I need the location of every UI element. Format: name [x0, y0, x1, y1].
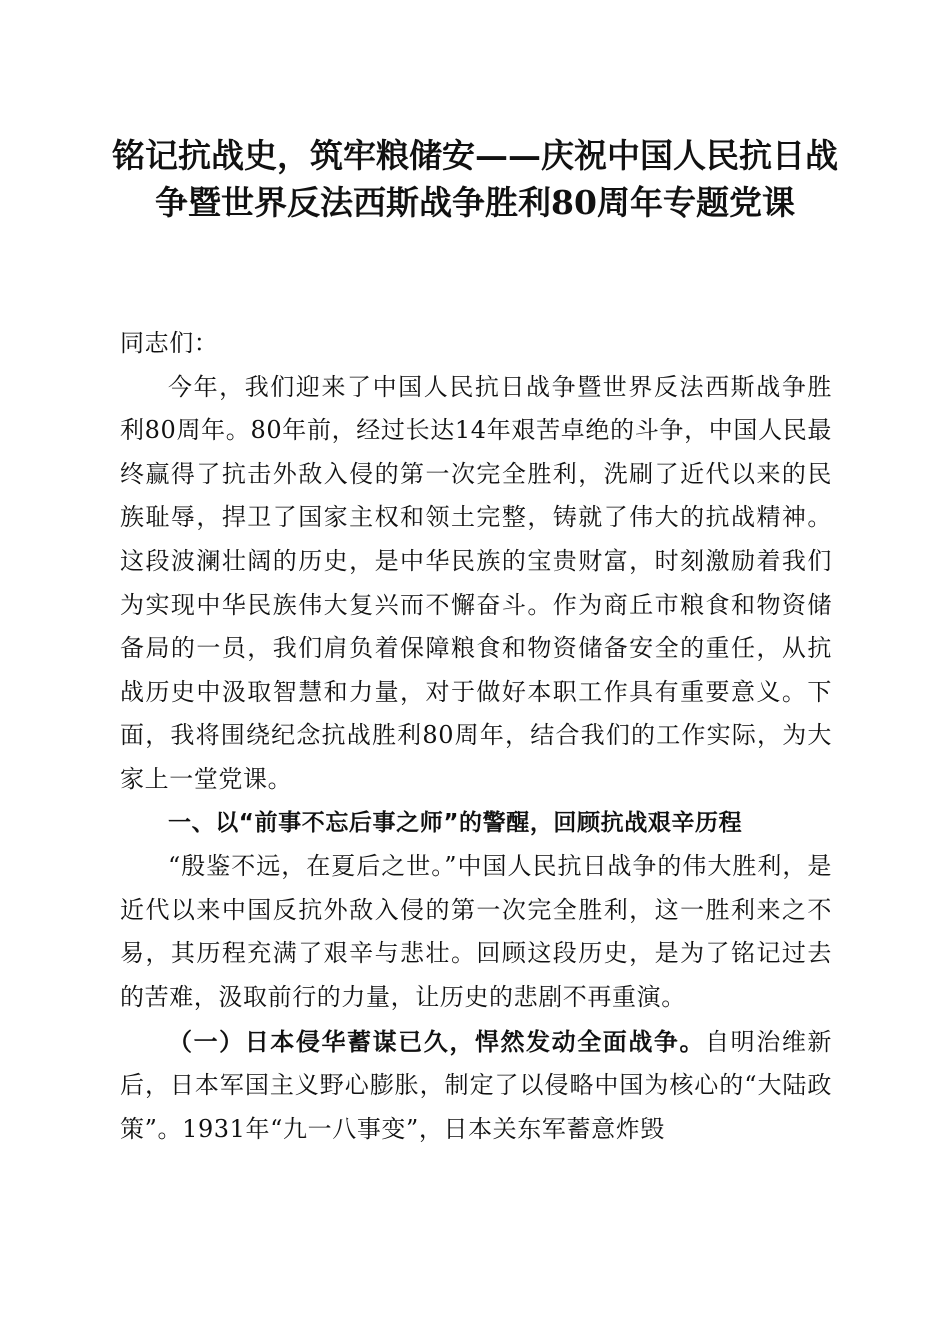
intro-paragraph: 今年，我们迎来了中国人民抗日战争暨世界反法西斯战争胜利80周年。80年前，经过长达14年艰苦卓绝的斗争，中国人民最终赢得了抗击外敌入侵的第一次完全胜利，洗刷了近代以来的民族耻辱，捍卫了国家主权和领土完整，铸就了伟大的抗战精神。这段波澜壮阔的历史，是中华民族的宝贵财富，时刻激励着我们为实现中华民族伟大复兴而不懈奋斗。作为商丘市粮食和物资储备局的一员，我们肩负着保障粮食和物资储备安全的重任，从抗战历史中汲取智慧和力量，对于做好本职工作具有重要意义。下面，我将围绕纪念抗战胜利80周年，结合我们的工作实际，为大家上一堂党课。 [120, 372, 832, 793]
subsection-1-paragraph [120, 1020, 832, 1152]
subsection-1-text: 自明治维新后，日本军国主义野心膨胀，制定了以侵略中国为核心的“大陆政策”。1931年“九一八事变”，日本关东军蓄意炸毁 [120, 1027, 832, 1143]
document-body [120, 322, 832, 1151]
document-title: 铭记抗战史，筑牢粮储安——庆祝中国人民抗日战争暨世界反法西斯战争胜利80周年专题党课 [112, 136, 838, 222]
section-1-paragraph: “殷鉴不远，在夏后之世。”中国人民抗日战争的伟大胜利，是近代以来中国反抗外敌入侵的第一次完全胜利，这一胜利来之不易，其历程充满了艰辛与悲壮。回顾这段历史，是为了铭记过去的苦难，汲取前行的力量，让历史的悲剧不再重演。 [120, 852, 832, 1011]
salutation: 同志们： [120, 329, 219, 357]
subsection-1-lead: （一）日本侵华蓄谋已久，悍然发动全面战争。 [168, 1026, 706, 1056]
section-heading-1: 一、以“前事不忘后事之师”的警醒，回顾抗战艰辛历程 [168, 809, 743, 836]
